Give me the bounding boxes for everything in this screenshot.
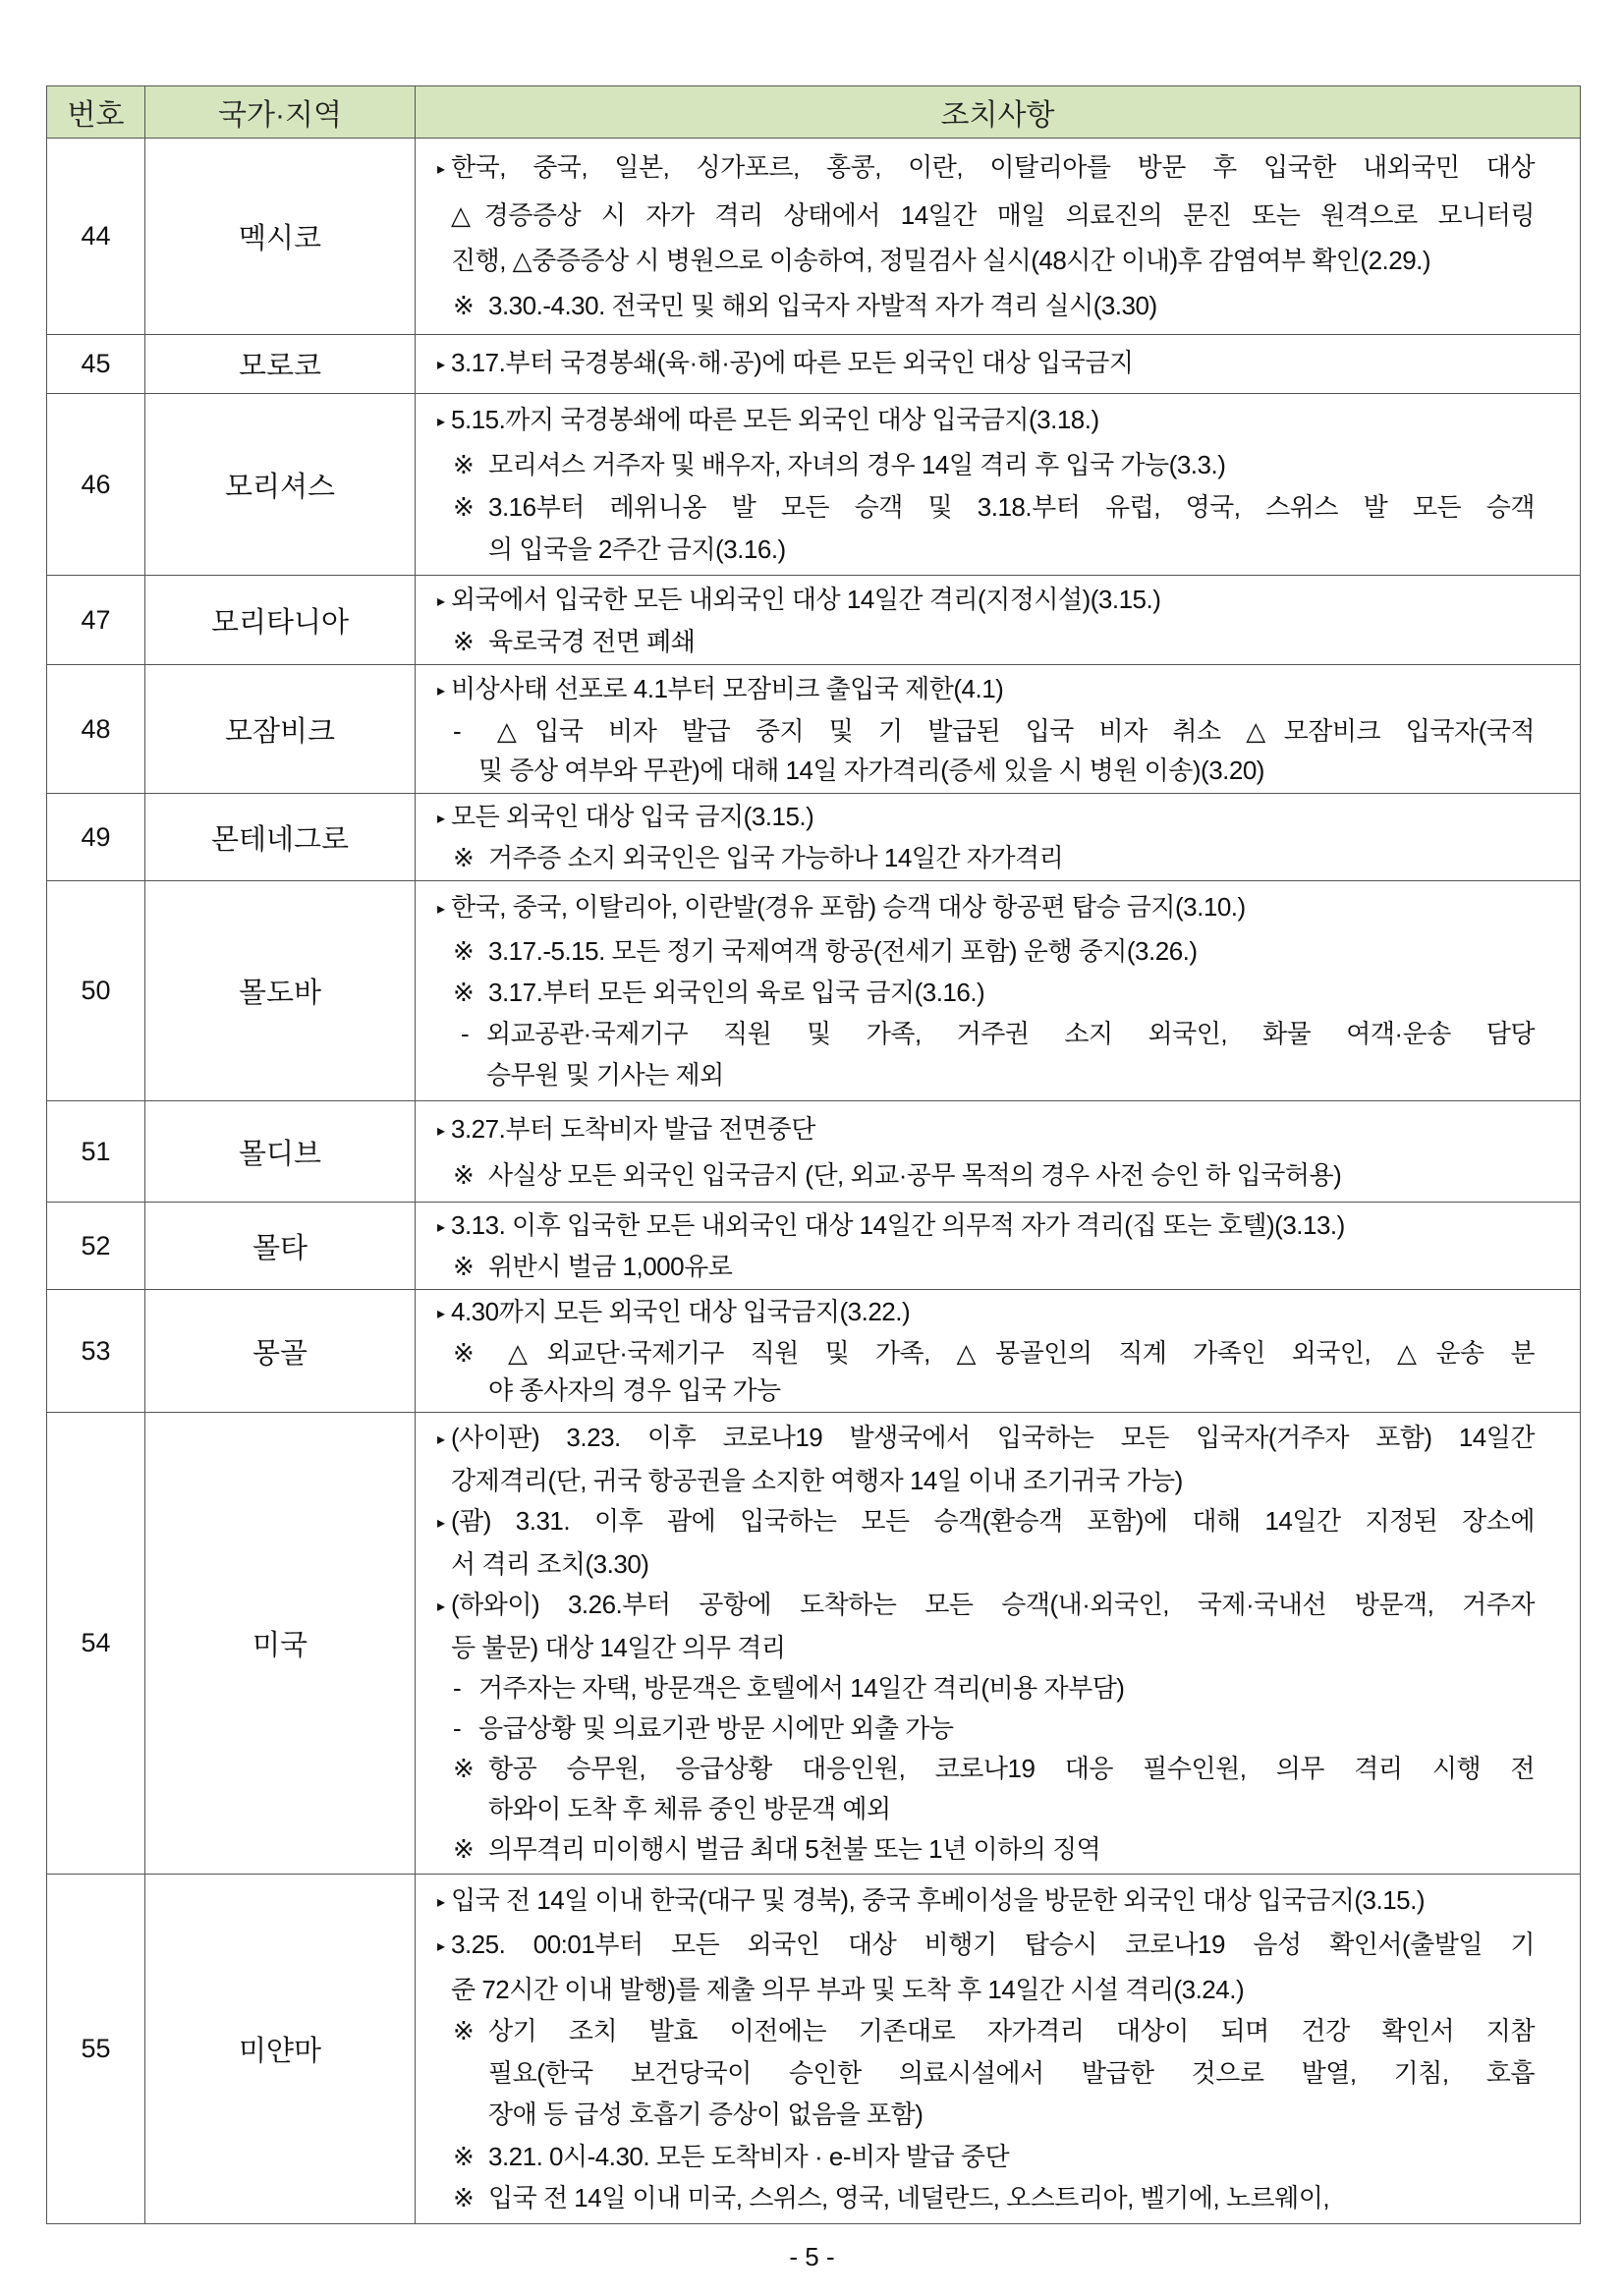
row-number: 50 — [47, 881, 145, 1101]
table-row — [47, 394, 1581, 576]
page-number: - 5 - — [789, 2242, 835, 2271]
table-row — [47, 1290, 1581, 1413]
measure-line — [437, 1016, 1535, 1051]
row-measures — [416, 794, 1581, 881]
measure-text: 항공 승무원, 응급상황 대응인원, 코로나19 대응 필수인원, 의무 격리 시행 전 — [488, 1754, 1535, 1784]
reference-mark-icon: ※ — [453, 977, 475, 1007]
measure-text: 필요(한국 보건당국이 승인한 의료시설에서 발급한 것으로 발열, 기침, 호흡 — [488, 2057, 1535, 2088]
row-number: 45 — [47, 335, 145, 394]
reference-mark-icon: ※ — [453, 626, 475, 656]
row-measures — [416, 335, 1581, 394]
measure-line — [437, 2097, 1535, 2132]
measure-text: 모리셔스 거주자 및 배우자, 자녀의 경우 14일 격리 후 입국 가능(3.3.) — [488, 450, 1226, 480]
measure-text: 거주증 소지 외국인은 입국 가능하나 14일간 자가격리 — [488, 843, 1064, 873]
reference-mark-icon: ※ — [453, 1252, 475, 1282]
measure-line — [437, 197, 1535, 233]
measure-text: 3.30.-4.30. 전국민 및 해외 입국자 자발적 자가 격리 실시(3.30) — [488, 290, 1157, 320]
reference-mark-icon: ※ — [453, 2016, 475, 2046]
row-country: 미얀마 — [145, 1875, 416, 2224]
measure-text: 입국 전 14일 이내 미국, 스위스, 영국, 네덜란드, 오스트리아, 벨기에, 노르웨이, — [488, 2183, 1330, 2212]
measure-text: 4.30까지 모든 외국인 대상 입국금지(3.22.) — [451, 1297, 911, 1326]
measure-line — [437, 624, 1535, 659]
measure-line — [437, 1831, 1535, 1867]
measure-text: 의무격리 미이행시 벌금 최대 5천불 또는 1년 이하의 징역 — [488, 1834, 1101, 1865]
measure-line — [437, 1294, 1535, 1332]
measure-text: 육로국경 전면 폐쇄 — [488, 626, 696, 656]
row-measures — [416, 394, 1581, 576]
measure-line — [437, 1791, 1535, 1826]
row-measures — [416, 1101, 1581, 1203]
table-row — [47, 1413, 1581, 1875]
table-header-row — [47, 86, 1581, 139]
measure-line — [437, 2180, 1535, 2215]
measure-text: 외교공관·국제기구 직원 및 가족, 거주권 소지 외국인, 화물 여객·운송 담당 — [486, 1019, 1535, 1049]
measure-text: 3.16부터 레위니옹 발 모든 승객 및 3.18.부터 유럽, 영국, 스위스 발 모든 승객 — [488, 491, 1535, 522]
measure-line — [437, 933, 1535, 969]
measure-line — [437, 402, 1535, 440]
measure-text: 서 격리 조치(3.30) — [451, 1548, 649, 1579]
table-row — [47, 576, 1581, 665]
row-country: 미국 — [145, 1413, 416, 1875]
row-number: 51 — [47, 1101, 145, 1203]
triangle-bullet-icon: ▸ — [437, 1306, 445, 1322]
row-country: 모리타니아 — [145, 576, 416, 665]
row-country: 모리셔스 — [145, 394, 416, 576]
measure-line — [437, 1546, 1535, 1582]
row-number: 48 — [47, 665, 145, 794]
measure-line — [437, 1972, 1535, 2007]
measure-line — [437, 1057, 1535, 1092]
measure-text: 한국, 중국, 이탈리아, 이란발(경유 포함) 승객 대상 항공편 탑승 금지(3.10.) — [451, 891, 1246, 922]
reference-mark-icon: ※ — [453, 290, 475, 320]
measure-text: (괌) 3.31. 이후 괌에 입국하는 모든 승객(환승객 포함)에 대해 14일간 지정된 장소에 — [451, 1505, 1535, 1536]
measure-line — [437, 753, 1535, 788]
triangle-bullet-icon: ▸ — [437, 1893, 445, 1911]
measure-line — [437, 1420, 1535, 1458]
triangle-bullet-icon: ▸ — [437, 357, 445, 373]
measure-line — [437, 713, 1535, 749]
measure-line — [437, 489, 1535, 525]
table-row — [47, 1101, 1581, 1203]
dash-bullet: - — [453, 715, 462, 746]
measure-line — [437, 2013, 1535, 2048]
row-number: 47 — [47, 576, 145, 665]
measure-line — [437, 1249, 1535, 1284]
measure-text: 입국 전 14일 이내 한국(대구 및 경북), 중국 후베이성을 방문한 외국인 대상 입국금지(3.15.) — [451, 1884, 1425, 1915]
measure-text: 하와이 도착 후 체류 중인 방문객 예외 — [488, 1794, 891, 1824]
measure-text: 의 입국을 2주간 금지(3.16.) — [488, 533, 786, 564]
table-row — [47, 665, 1581, 794]
measure-text: 장애 등 급성 호흡기 증상이 없음을 포함) — [488, 2100, 924, 2130]
reference-mark-icon: ※ — [453, 843, 475, 873]
measure-text: 3.25. 00:01부터 모든 외국인 대상 비행기 탑승시 코로나19 음성 확인서(출발일 기 — [451, 1930, 1535, 1960]
triangle-bullet-icon: ▸ — [437, 810, 445, 827]
measure-line — [437, 288, 1535, 323]
measure-text: 3.27.부터 도착비자 발급 전면중단 — [451, 1113, 815, 1144]
measure-text: 3.17.-5.15. 모든 정기 국제여객 항공(전세기 포함) 운행 중지(3.26.) — [488, 935, 1198, 966]
row-measures — [416, 665, 1581, 794]
row-number: 53 — [47, 1290, 145, 1413]
row-country: 모로코 — [145, 335, 416, 394]
measure-line — [437, 1587, 1535, 1625]
measure-text: 위반시 벌금 1,000유로 — [488, 1252, 733, 1282]
row-country: 몬테네그로 — [145, 794, 416, 881]
measure-line — [437, 1463, 1535, 1498]
row-measures — [416, 139, 1581, 335]
dash-bullet: - — [461, 1019, 470, 1049]
measure-text: 상기 조치 발효 이전에는 기존대로 자가격리 대상이 되며 건강 확인서 지참 — [488, 2016, 1535, 2046]
measure-line — [437, 840, 1535, 875]
measure-text: 거주자는 자택, 방문객은 호텔에서 14일간 격리(비용 자부담) — [478, 1673, 1125, 1704]
measure-line — [437, 447, 1535, 482]
reference-mark-icon: ※ — [453, 450, 475, 480]
row-country: 몰타 — [145, 1203, 416, 1290]
measure-line — [437, 1503, 1535, 1541]
row-measures — [416, 1413, 1581, 1875]
measure-line — [437, 582, 1535, 620]
measure-line — [437, 532, 1535, 567]
measure-line — [437, 2055, 1535, 2091]
table-row — [47, 1203, 1581, 1290]
measure-text: 응급상황 및 의료기관 방문 시에만 외출 가능 — [478, 1713, 954, 1744]
measure-text: 사실상 모든 외국인 입국금지 (단, 외교·공무 목적의 경우 사전 승인 하 입국허용) — [488, 1159, 1342, 1190]
triangle-bullet-icon: ▸ — [437, 592, 445, 610]
row-country: 몽골 — [145, 1290, 416, 1413]
triangle-bullet-icon: ▸ — [437, 682, 445, 700]
table-row — [47, 881, 1581, 1101]
measure-text: 강제격리(단, 귀국 항공권을 소지한 여행자 14일 이내 조기귀국 가능) — [451, 1465, 1183, 1495]
measure-line — [437, 1710, 1535, 1746]
row-measures — [416, 881, 1581, 1101]
measure-text: 준 72시간 이내 발행)를 제출 의무 부과 및 도착 후 14일간 시설 격리(3.24.) — [451, 1974, 1245, 2004]
measure-text: △외교단·국제기구 직원 및 가족, △몽골인의 직계 가족인 외국인, △운송 분 — [488, 1337, 1535, 1368]
table-row — [47, 335, 1581, 394]
triangle-bullet-icon: ▸ — [437, 1430, 445, 1448]
reference-mark-icon: ※ — [453, 491, 475, 522]
table-body — [47, 139, 1581, 2224]
measure-text: (하와이) 3.26.부터 공항에 도착하는 모든 승객(내·외국인, 국제·국내선 방문객, 거주자 — [451, 1589, 1535, 1619]
triangle-bullet-icon: ▸ — [437, 1938, 445, 1956]
measure-text: 야 종사자의 경우 입국 가능 — [488, 1375, 781, 1405]
measure-text: 비상사태 선포로 4.1부터 모잠비크 출입국 제한(4.1) — [451, 673, 1004, 703]
triangle-bullet-icon: ▸ — [437, 1122, 445, 1140]
triangle-bullet-icon: ▸ — [437, 414, 445, 431]
measure-line — [437, 799, 1535, 837]
row-number: 54 — [47, 1413, 145, 1875]
measure-text: 3.21. 0시-4.30. 모든 도착비자 · e-비자 발급 중단 — [488, 2141, 1010, 2171]
header-country: 국가·지역 — [145, 86, 416, 139]
triangle-bullet-icon: ▸ — [437, 1597, 445, 1615]
row-measures — [416, 1875, 1581, 2224]
measure-line — [437, 1751, 1535, 1786]
measure-line — [437, 671, 1535, 709]
measure-text: △입국 비자 발급 중지 및 기 발급된 입국 비자 취소 △모잠비크 입국자(국적 — [478, 715, 1535, 746]
measure-line — [437, 1372, 1535, 1408]
measure-line — [437, 1207, 1535, 1246]
measure-text: 5.15.까지 국경봉쇄에 따른 모든 외국인 대상 입국금지(3.18.) — [451, 405, 1099, 435]
measure-text: 진행, △중증증상 시 병원으로 이송하여, 정밀검사 실시(48시간 이내)후 감염여부 확인(2.29.) — [451, 245, 1431, 275]
measure-line — [437, 1882, 1535, 1921]
measure-line — [437, 1111, 1535, 1149]
measure-line — [437, 889, 1535, 927]
measure-text: 3.17.부터 모든 외국인의 육로 입국 금지(3.16.) — [488, 977, 985, 1007]
measures-table — [46, 85, 1581, 2224]
table-row — [47, 794, 1581, 881]
measure-line — [437, 1630, 1535, 1665]
reference-mark-icon: ※ — [453, 1159, 475, 1190]
measure-line — [437, 975, 1535, 1010]
measure-line — [437, 1670, 1535, 1706]
measure-line — [437, 2139, 1535, 2174]
reference-mark-icon: ※ — [453, 2141, 475, 2171]
table-row — [47, 1875, 1581, 2224]
row-country: 몰디브 — [145, 1101, 416, 1203]
measure-line — [437, 243, 1535, 278]
header-measures: 조치사항 — [416, 86, 1581, 139]
measure-text: 및 증상 여부와 무관)에 대해 14일 자가격리(증세 있을 시 병원 이송)(3.20) — [478, 755, 1264, 785]
measure-line — [437, 149, 1535, 188]
measure-text: 외국에서 입국한 모든 내외국인 대상 14일간 격리(지정시설)(3.15.) — [451, 584, 1161, 614]
triangle-bullet-icon: ▸ — [437, 900, 445, 918]
dash-bullet: - — [453, 1673, 462, 1704]
measure-line — [437, 1157, 1535, 1193]
measure-text: 한국, 중국, 일본, 싱가포르, 홍콩, 이란, 이탈리아를 방문 후 입국한 내외국민 대상 — [451, 152, 1535, 183]
row-number: 49 — [47, 794, 145, 881]
measure-text: 등 불문) 대상 14일간 의무 격리 — [451, 1632, 786, 1662]
reference-mark-icon: ※ — [453, 1834, 475, 1865]
row-country: 몰도바 — [145, 881, 416, 1101]
measure-text: 3.13. 이후 입국한 모든 내외국인 대상 14일간 의무적 자가 격리(집 또는 호텔)(3.13.) — [451, 1209, 1345, 1240]
row-measures — [416, 1290, 1581, 1413]
dash-bullet: - — [453, 1713, 462, 1744]
reference-mark-icon: ※ — [453, 935, 475, 966]
measure-line — [437, 1335, 1535, 1371]
measure-text: (사이판) 3.23. 이후 코로나19 발생국에서 입국하는 모든 입국자(거주자 포함) 14일간 — [451, 1422, 1535, 1452]
measure-text: 3.17.부터 국경봉쇄(육·해·공)에 따른 모든 외국인 대상 입국금지 — [451, 348, 1134, 377]
triangle-bullet-icon: ▸ — [437, 161, 445, 179]
reference-mark-icon: ※ — [453, 1754, 475, 1784]
measure-text: 승무원 및 기사는 제외 — [486, 1060, 724, 1091]
row-country: 멕시코 — [145, 139, 416, 335]
triangle-bullet-icon: ▸ — [437, 1218, 445, 1236]
measure-text: 모든 외국인 대상 입국 금지(3.15.) — [451, 801, 814, 831]
row-number: 44 — [47, 139, 145, 335]
header-number: 번호 — [47, 86, 145, 139]
row-number: 52 — [47, 1203, 145, 1290]
row-measures — [416, 576, 1581, 665]
measure-text: △경증증상 시 자가 격리 상태에서 14일간 매일 의료진의 문진 또는 원격으로 모니터링 — [451, 200, 1535, 231]
row-country: 모잠비크 — [145, 665, 416, 794]
table-row — [47, 139, 1581, 335]
row-number: 46 — [47, 394, 145, 576]
triangle-bullet-icon: ▸ — [437, 1514, 445, 1532]
measure-line — [437, 345, 1535, 383]
measure-line — [437, 1927, 1535, 1965]
row-number: 55 — [47, 1875, 145, 2224]
reference-mark-icon: ※ — [453, 1337, 475, 1368]
reference-mark-icon: ※ — [453, 2183, 475, 2212]
row-measures — [416, 1203, 1581, 1290]
